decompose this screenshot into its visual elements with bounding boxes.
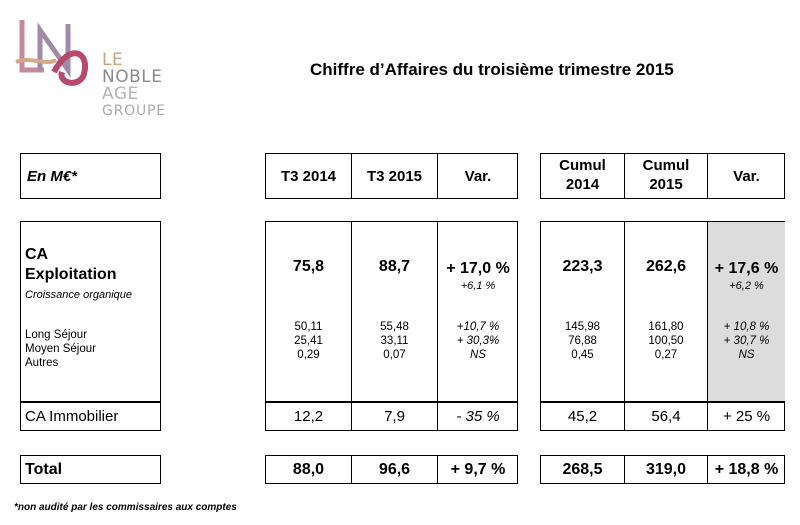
total-cumul-2014: 268,5 (562, 461, 603, 478)
sub-var-2: NS (470, 349, 486, 361)
ca-exploitation-var-organic: +6,1 % (460, 280, 496, 292)
lna-monogram-icon (10, 12, 100, 122)
total-cumul-2015: 319,0 (645, 461, 687, 478)
logo-line-noble: NOBLE (102, 67, 163, 87)
header-cumul-2014-line1: Cumul (559, 157, 606, 174)
header-cumul-box (540, 153, 785, 199)
ca-immobilier-t3-box (265, 402, 518, 431)
total-t3-2014: 88,0 (292, 461, 325, 478)
highlight-cell (707, 222, 785, 401)
total-label-box (20, 455, 161, 484)
ca-exploitation-var: + 17,0 % (446, 260, 510, 277)
sub-label-long-sejour: Long Séjour (25, 329, 88, 341)
ca-immobilier-t3-2015: 7,9 (384, 408, 405, 425)
header-t3-2014: T3 2014 (280, 168, 337, 185)
unit-label: En M€* (27, 168, 78, 185)
sub-t3-2014-0: 50,11 (294, 321, 323, 333)
total-var: + 9,7 % (450, 461, 506, 478)
sub-cumul-2015-1: 100,50 (648, 335, 684, 347)
ca-immobilier-var: - 35 % (456, 408, 500, 425)
ca-exploitation-cumul-2014: 223,3 (562, 258, 603, 275)
sub-label-moyen-sejour: Moyen Séjour (25, 343, 96, 355)
header-label-box (20, 153, 161, 199)
ca-immobilier-var2: + 25 % (722, 408, 771, 425)
ca-exploitation-var2-organic: +6,2 % (729, 280, 764, 292)
sub-t3-2015-0: 55,48 (380, 321, 409, 333)
ca-immobilier-t3-2014: 12,2 (293, 408, 324, 425)
ca-immobilier-cumul-2014: 45,2 (567, 408, 598, 425)
sub-cumul-2014-0: 145,98 (564, 321, 601, 333)
page-title: Chiffre d’Affaires du troisième trimestre 2015 (310, 60, 674, 79)
header-cumul-2014-line2: 2014 (565, 176, 600, 193)
ca-exploitation-t3-2014: 75,8 (292, 258, 325, 275)
ca-immobilier-label-box (20, 402, 161, 431)
sub-cumul-2014-1: 76,88 (568, 335, 597, 347)
sub-var2-2: NS (738, 349, 755, 361)
sub-cumul-2014-2: 0,45 (571, 349, 594, 361)
sub-var-0: +10,7 % (456, 321, 500, 333)
sub-t3-2015-1: 33,11 (380, 335, 409, 347)
logo-line-groupe: GROUPE (102, 103, 166, 119)
total-var2: + 18,8 % (714, 461, 779, 478)
ca-exploitation-label-box (20, 221, 161, 402)
footnote: *non audité par les commissaires aux comptes (14, 502, 237, 513)
sub-cumul-2015-2: 0,27 (654, 349, 678, 361)
ca-immobilier-label: CA Immobilier (25, 408, 119, 425)
sub-var2-0: + 10,8 % (723, 321, 770, 333)
ca-exploitation-t3-2015: 88,7 (378, 258, 411, 275)
logo-line-age: AGE (102, 84, 139, 104)
organic-growth-label: Croissance organique (25, 289, 133, 301)
total-label: Total (25, 461, 63, 478)
ca-exploitation-cumul-2015: 262,6 (645, 258, 687, 275)
total-cumul-box (540, 455, 785, 484)
sub-t3-2015-2: 0,07 (383, 349, 406, 361)
ca-exploitation-cumul-box (540, 221, 785, 402)
logo-line-le: LE (102, 50, 124, 70)
ca-immobilier-cumul-2015: 56,4 (651, 408, 681, 425)
total-t3-2015: 96,6 (378, 461, 411, 478)
ca-immobilier-cumul-box (540, 402, 785, 431)
ca-exploitation-var2: + 17,6 % (714, 260, 779, 277)
sub-label-autres: Autres (25, 357, 59, 369)
header-t3-box (265, 153, 518, 199)
header-var: Var. (464, 168, 492, 185)
sub-var-1: + 30,3% (456, 335, 500, 347)
ca-exploitation-label-line1: CA (25, 246, 49, 263)
header-var2: Var. (733, 168, 760, 185)
sub-t3-2014-2: 0,29 (297, 349, 320, 361)
sub-cumul-2015-0: 161,80 (648, 321, 684, 333)
header-cumul-2015-line1: Cumul (642, 157, 690, 174)
ca-exploitation-label-line2: Exploitation (25, 266, 117, 283)
sub-var2-1: + 30,7 % (723, 335, 770, 347)
company-logo (10, 12, 180, 127)
total-t3-box (265, 455, 518, 484)
header-t3-2015: T3 2015 (366, 168, 423, 185)
sub-t3-2014-1: 25,41 (294, 335, 323, 347)
header-cumul-2015-line2: 2015 (649, 176, 683, 193)
ca-exploitation-t3-box (265, 221, 518, 402)
